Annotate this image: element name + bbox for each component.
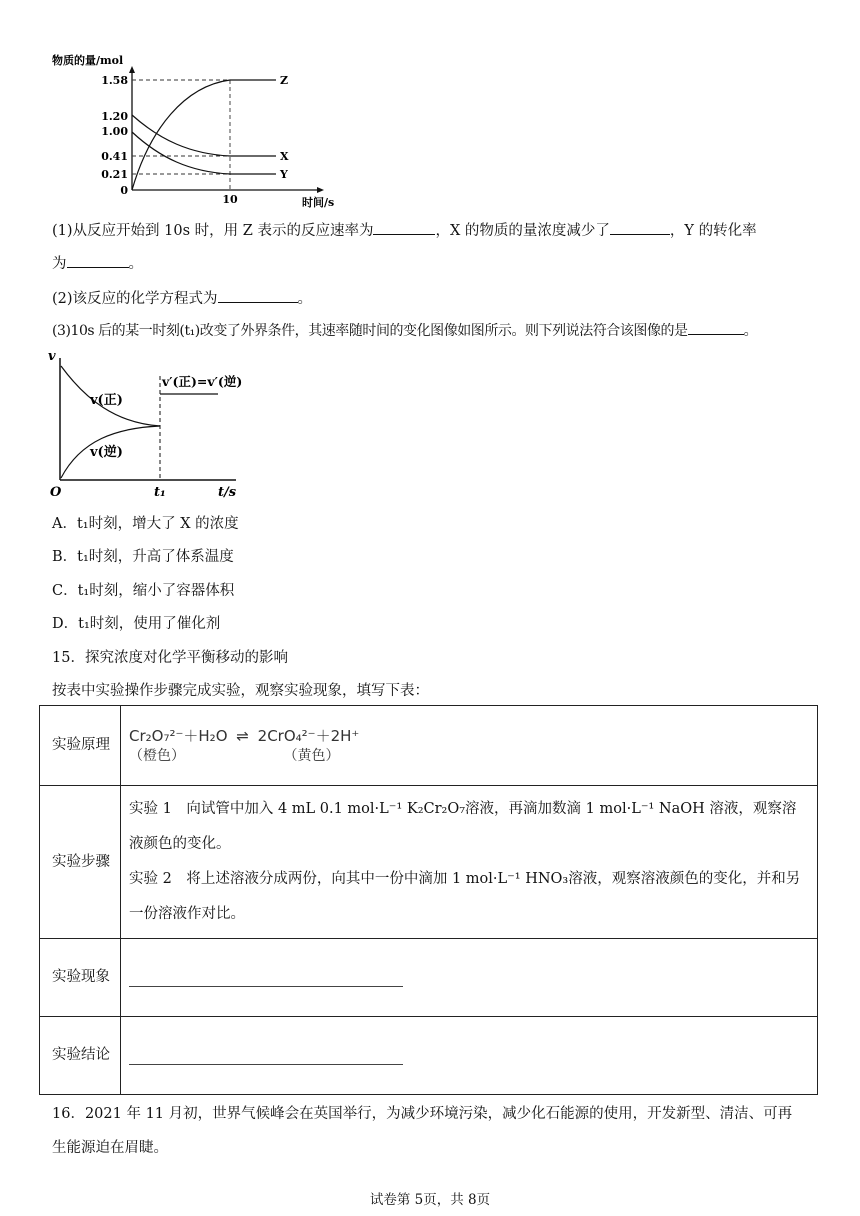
question-1-line-2: 为 。 [52, 252, 143, 273]
conclusion-answer[interactable] [121, 1017, 818, 1095]
phenomenon-answer[interactable] [121, 939, 818, 1017]
step-2: 实验 2 将上述溶液分成两份，向其中一份中滴加 1 mol·L⁻¹ HNO₃溶液，观察溶液颜色的变化，并和另一份溶液作对比。 [129, 871, 801, 922]
question-16-line-2: 生能源迫在眉睫。 [52, 1140, 168, 1156]
graph1-y-label: 物质的量/mol [52, 54, 124, 67]
option-b[interactable]: B．t₁时刻，升高了体系温度 [52, 549, 234, 565]
graph1-y-arrow [129, 66, 135, 73]
question-15-title: 15．探究浓度对化学平衡移动的影响 [52, 650, 288, 666]
question-1-line-1: (1)从反应开始到 10s 时，用 Z 表示的反应速率为 ，X 的物质的量浓度减少了 ，Y 的转化率 [52, 219, 757, 240]
principle-label: 实验原理 [40, 706, 121, 786]
principle-row [40, 706, 818, 786]
series-X-label: X [280, 150, 289, 163]
experiment-table [39, 705, 818, 1095]
y-tick-0.41: 0.41 [101, 150, 128, 163]
equal-rate-label: v′(正)=v′(逆) [162, 374, 243, 389]
equation-line: Cr₂O₇²⁻＋H₂O ⇌ 2CrO₄²⁻＋2H⁺ [129, 726, 360, 745]
graph2-v-label: v [48, 349, 56, 364]
step-1: 实验 1 向试管中加入 4 mL 0.1 mol·L⁻¹ K₂Cr₂O₇溶液，再滴加数滴 1 mol·L⁻¹ NaOH 溶液，观察溶液颜色的变化。 [129, 801, 797, 852]
graph2-t-label: t/s [218, 485, 237, 500]
option-a[interactable]: A．t₁时刻，增大了 X 的浓度 [52, 516, 239, 532]
x-tick-10: 10 [222, 193, 238, 206]
question-2: (2)该反应的化学方程式为 。 [52, 287, 312, 308]
phenomenon-answer-line[interactable] [129, 986, 403, 987]
y-tick-0: 0 [120, 184, 128, 197]
answer-blank-choice[interactable] [688, 320, 744, 335]
question-16-line-1: 16．2021 年 11 月初，世界气候峰会在英国举行，为减少环境污染，减少化石能源的使用，开发新型、清洁、可再 [52, 1106, 793, 1122]
y-tick-1.20: 1.20 [101, 110, 128, 123]
series-Y-label: Y [280, 168, 288, 181]
answer-blank-rate[interactable] [373, 220, 435, 235]
conclusion-answer-line[interactable] [129, 1064, 403, 1065]
answer-blank-y-conversion[interactable] [67, 253, 129, 268]
option-d[interactable]: D．t₁时刻，使用了催化剂 [52, 616, 221, 632]
conclusion-row [40, 1017, 818, 1095]
steps-row [40, 786, 818, 939]
phenomenon-row [40, 939, 818, 1017]
equation-colors: （橙色） （黄色） [129, 747, 340, 764]
series-Z-label: Z [280, 74, 289, 87]
question-3: (3)10s 后的某一时刻(t₁)改变了外界条件，其速率随时间的变化图像如图所示。则下列说法符合该图像的是 。 [52, 320, 757, 340]
rate-time-graph [46, 348, 256, 500]
y-tick-0.21: 0.21 [101, 168, 128, 181]
graph2-origin: O [50, 485, 62, 500]
steps-label: 实验步骤 [40, 786, 121, 939]
y-tick-1.00: 1.00 [101, 125, 128, 138]
steps-content [121, 786, 818, 939]
graph1-x-arrow [317, 187, 324, 193]
principle-equation [121, 706, 818, 786]
reverse-rate-label: v(逆) [90, 445, 123, 460]
amount-time-graph [50, 48, 340, 210]
page-footer: 试卷第 5页，共 8页 [369, 1192, 491, 1208]
answer-blank-x-decrease[interactable] [610, 220, 670, 235]
conclusion-label: 实验结论 [40, 1017, 121, 1095]
phenomenon-label: 实验现象 [40, 939, 121, 1017]
option-c[interactable]: C．t₁时刻，缩小了容器体积 [52, 583, 235, 599]
question-15-intro: 按表中实验操作步骤完成实验，观察实验现象，填写下表： [52, 683, 429, 699]
graph1-x-label: 时间/s [302, 196, 335, 209]
answer-blank-equation[interactable] [218, 288, 298, 303]
y-tick-1.58: 1.58 [101, 74, 128, 87]
t1-label: t₁ [154, 485, 166, 500]
forward-rate-label: v(正) [90, 393, 123, 408]
